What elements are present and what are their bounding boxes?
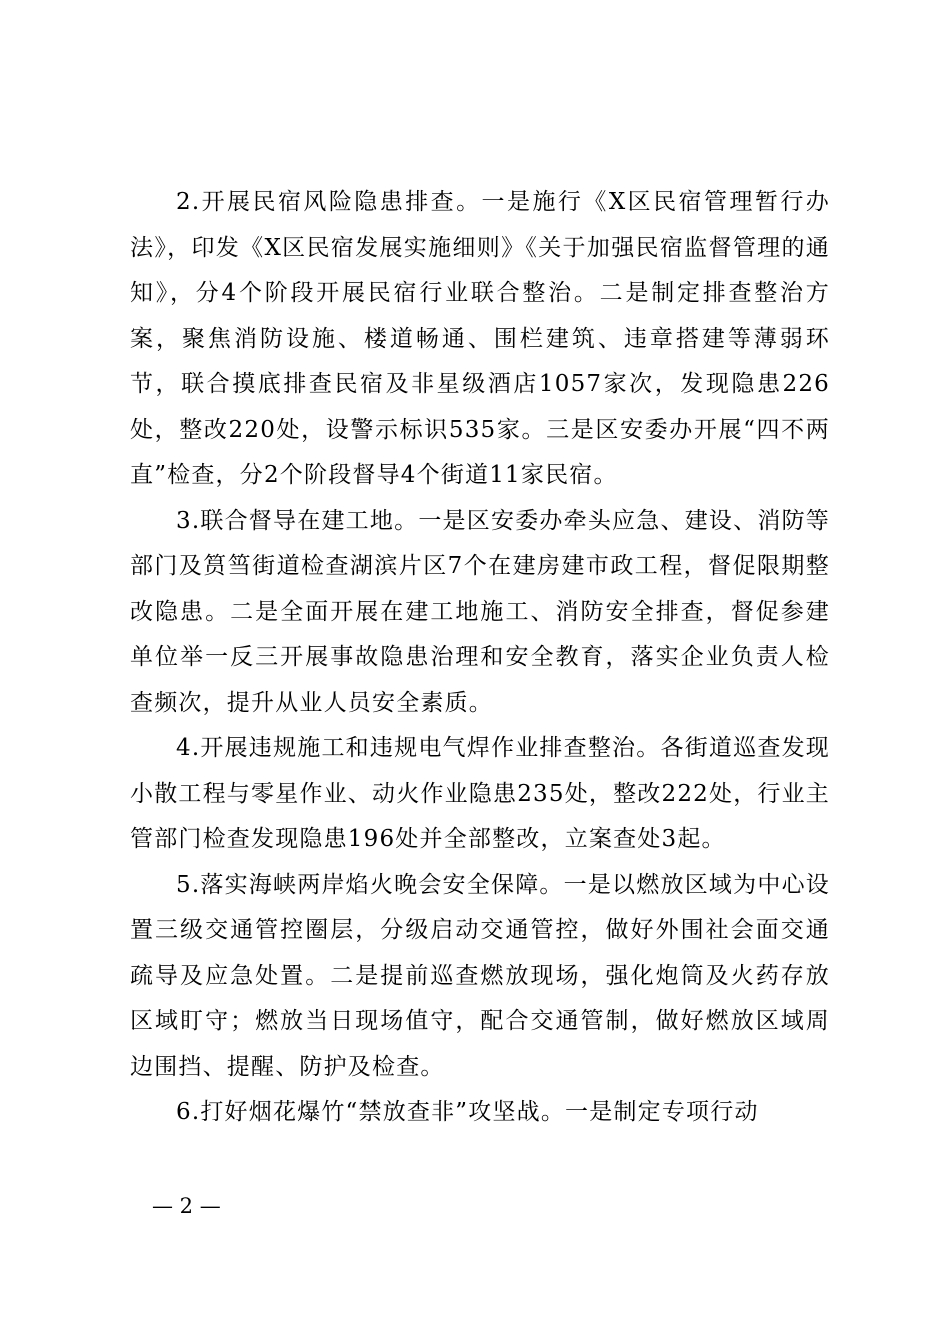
paragraph-fireworks-ban: 6.打好烟花爆竹“禁放查非”攻坚战。一是制定专项行动: [176, 1099, 759, 1125]
paragraph-homestay-inspection: 2.开展民宿风险隐患排查。一是施行《X区民宿管理暂行办法》，印发《X区民宿发展实施细则》《关于加强民宿监督管理的通知》，分4个阶段开展民宿行业联合整治。二是制定排查整治方案，聚焦消防设施、楼道畅通、围栏建筑、违章搭建等薄弱环节，联合摸底排查民宿及非星级酒店1057家次，发现隐患226处，整改220处，设警示标识535家。三是区安委办开展“四不两直”检查，分2个阶段督导4个街道11家民宿。: [130, 189, 830, 488]
paragraph-construction-supervision: 3.联合督导在建工地。一是区安委办牵头应急、建设、消防等部门及筼筜街道检查湖滨片区7个在建房建市政工程，督促限期整改隐患。二是全面开展在建工地施工、消防安全排查，督促参建单位举一反三开展事故隐患治理和安全教育，落实企业负责人检查频次，提升从业人员安全素质。: [130, 507, 830, 716]
paragraph-fireworks-gala-safety: 5.落实海峡两岸焰火晚会安全保障。一是以燃放区域为中心设置三级交通管控圈层，分级启动交通管控，做好外围社会面交通疏导及应急处置。二是提前巡查燃放现场，强化炮筒及火药存放区域盯守；燃放当日现场值守，配合交通管制，做好燃放区域周边围挡、提醒、防护及检查。: [130, 871, 830, 1080]
document-body: [130, 180, 830, 1136]
page-number: — 2 —: [152, 1194, 221, 1218]
paragraph-welding-rectification: 4.开展违规施工和违规电气焊作业排查整治。各街道巡查发现小散工程与零星作业、动火作业隐患235处，整改222处，行业主管部门检查发现隐患196处并全部整改，立案查处3起。: [130, 735, 830, 852]
